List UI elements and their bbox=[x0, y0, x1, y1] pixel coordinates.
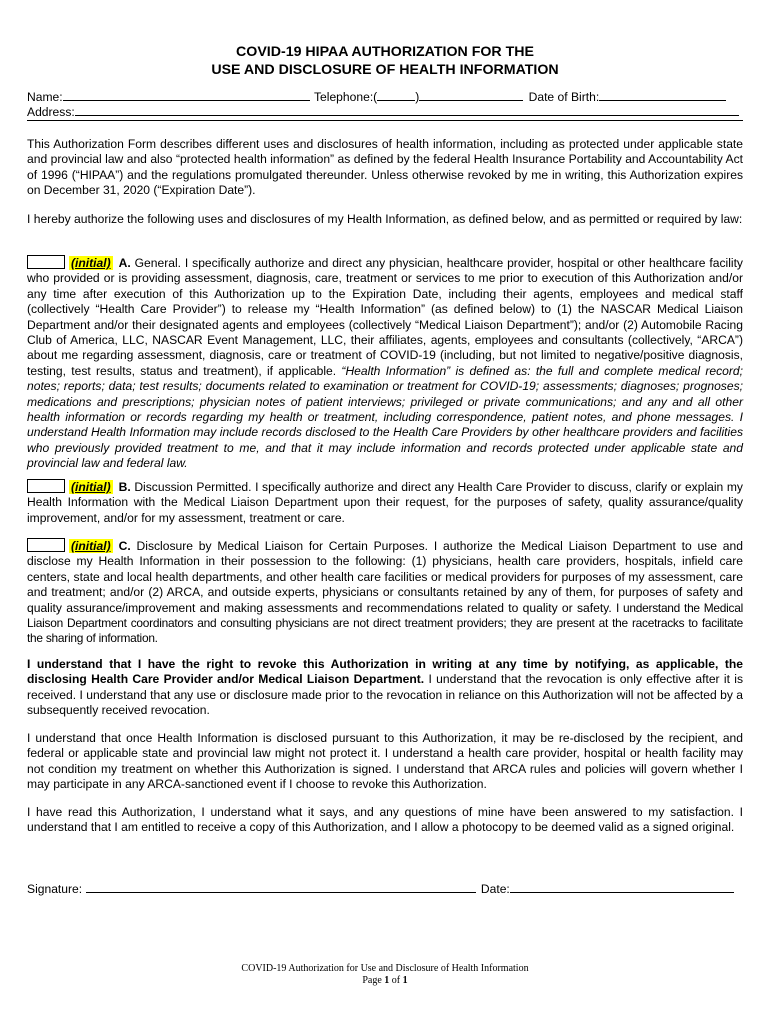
form-title-line-2: USE AND DISCLOSURE OF HEALTH INFORMATION bbox=[211, 62, 559, 78]
date-label: Date: bbox=[480, 882, 510, 896]
telephone-label: Telephone:( bbox=[314, 90, 378, 104]
page-word: Page bbox=[362, 975, 382, 986]
footer-title: COVID-19 Authorization for Use and Disclosure of Health Information bbox=[241, 963, 529, 974]
section-a-id: A. bbox=[118, 256, 131, 270]
section-c-id: C. bbox=[118, 539, 131, 553]
name-field[interactable] bbox=[63, 89, 310, 101]
section-c-tail: I understand the Medical Liaison Department coordinators and consulting physicians are not direct treatment providers; they are present at the racetracks to facilitate the sharing of information. bbox=[27, 600, 743, 646]
page-current: 1 bbox=[384, 975, 390, 986]
signature-label: Signature: bbox=[27, 882, 83, 896]
authorize-paragraph: I hereby authorize the following uses and disclosures of my Health Information, as defined below, and as permitted or required by law: bbox=[27, 212, 743, 226]
section-a-initial-box[interactable] bbox=[27, 255, 65, 269]
acknowledgement-paragraph: I have read this Authorization, I understand what it says, and any questions of mine have been answered to my satisfaction. I understand that I am entitled to receive a copy of this Authorization, and I allow a photocopy to be deemed valid as a signed original. bbox=[27, 805, 743, 835]
section-b-id: B. bbox=[118, 480, 131, 494]
form-title-line-1: COVID-19 HIPAA AUTHORIZATION FOR THE bbox=[236, 44, 534, 60]
signature-row bbox=[27, 881, 743, 897]
section-b-initial-box[interactable] bbox=[27, 479, 65, 493]
dob-label: Date of Birth: bbox=[528, 90, 600, 104]
section-a-definition: “Health Information” is defined as: the full and complete medical record; notes; reports; data; test results; documents related to examination or treatment for COVID-19; assessments; diagnoses; prognoses; medications and prescriptions; physician notes of patient interviews; privileged or private communications; and any and all other health information or records regarding my health or treatment, including correspondence, patient notes, and phone messages. I understand Health Information may include records disclosed to the Health Care Providers by other healthcare providers and facilities who previously provided treatment to me, and that it may include information and records protected under applicable state and provincial law and federal law. bbox=[27, 363, 743, 471]
name-label: Name: bbox=[27, 90, 63, 104]
header-row-1 bbox=[27, 89, 743, 105]
section-c-initial-box[interactable] bbox=[27, 538, 65, 552]
telephone-area-code-field[interactable] bbox=[377, 89, 415, 101]
section-b-body: Discussion Permitted. I specifically authorize and direct any Health Care Provider to discuss, clarify or explain my Health Information with the Medical Liaison Department upon their request, for the purposes of safety, quality assurance/quality improvement, and/or for my assessment, treatment or care. bbox=[27, 480, 743, 525]
section-c-body: Disclosure by Medical Liaison for Certain Purposes. I authorize the Medical Liaison Department to use and disclose my Health Information in their possession to the following: (1) physicians, health care providers, hospitals, infield care centers, state and local health departments, and other health care facilities or medical providers for purposes of my assessment, care and treatment; and/or (2) ARCA, and outside experts, physicians or consultants retained by any of them, for purposes of safety and quality assurance/improvement and making assessments and recommendations related to quality or safety. bbox=[27, 539, 743, 615]
section-a-initial-label: (initial) bbox=[71, 256, 111, 270]
section-b-initial-label: (initial) bbox=[71, 480, 111, 494]
section-a-body: General. I specifically authorize and direct any physician, healthcare provider, hospital or other healthcare facility who provided or is providing assessment, diagnosis, care, treatment or services to me prior to execution of this Authorization and/or any time after execution of this Authorization up to the Expiration Date, including their agents, employees and medical staff (collectively “Health Care Provider”) to release my “Health Information” (as defined below) to (1) the NASCAR Medical Liaison Department and/or their designated agents and employees (collectively “Medical Liaison Department”); and/or (2) Automobile Racing Club of America, LLC, NASCAR Event Management, LLC, their affiliates, agents, employees and consultants (collectively, “ARCA”) about me regarding assessment, diagnosis, care or treatment of COVID-19 (including, but not limited to negative/positive diagnosis, testing, test results, status and treatment), if applicable. bbox=[27, 256, 743, 378]
redisclosure-paragraph: I understand that once Health Information is disclosed pursuant to this Authorization, it may be re-disclosed by the recipient, and federal or applicable state and provincial law might not protect it. I understand a health care provider, hospital or health facility may not condition my treatment on whether this Authorization is signed. I understand that ARCA rules and policies will govern whether I may participate in any ARCA-sanctioned event if I choose to revoke this Authorization. bbox=[27, 731, 743, 792]
telephone-paren: ) bbox=[415, 90, 420, 104]
intro-paragraph: This Authorization Form describes different uses and disclosures of health information, including as protected under applicable state and provincial law and also “protected health information” as defined by the federal Health Insurance Portability and Accountability Act of 1996 (“HIPAA”) and the regulations promulgated thereunder. Unless otherwise revoked by me in writing, this Authorization expires on December 31, 2020 (“Expiration Date”). bbox=[27, 137, 743, 198]
dob-field[interactable] bbox=[599, 89, 726, 101]
page-total: 1 bbox=[402, 975, 408, 986]
address-label: Address: bbox=[27, 105, 75, 119]
header-divider bbox=[27, 120, 743, 121]
revocation-paragraph bbox=[27, 657, 743, 719]
section-b bbox=[27, 479, 743, 526]
signature-field[interactable] bbox=[86, 881, 476, 893]
of-word: of bbox=[391, 975, 401, 986]
section-a bbox=[27, 255, 743, 472]
date-field[interactable] bbox=[510, 881, 734, 893]
page-number bbox=[0, 974, 770, 987]
address-field[interactable] bbox=[75, 104, 739, 116]
revocation-body: I understand that the revocation is only effective after it is received. I understand that any use or disclosure made prior to the revocation in reliance on this Authorization will not be affected by a subsequently received revocation. bbox=[27, 672, 743, 718]
section-c bbox=[27, 538, 743, 647]
revocation-bold: I understand that I have the right to revoke this Authorization in writing at any time by notifying, as applicable, the disclosing Health Care Provider and/or Medical Liaison Department. bbox=[27, 657, 743, 687]
header-row-2 bbox=[27, 104, 743, 120]
section-c-initial-label: (initial) bbox=[71, 539, 111, 553]
telephone-number-field[interactable] bbox=[419, 89, 523, 101]
